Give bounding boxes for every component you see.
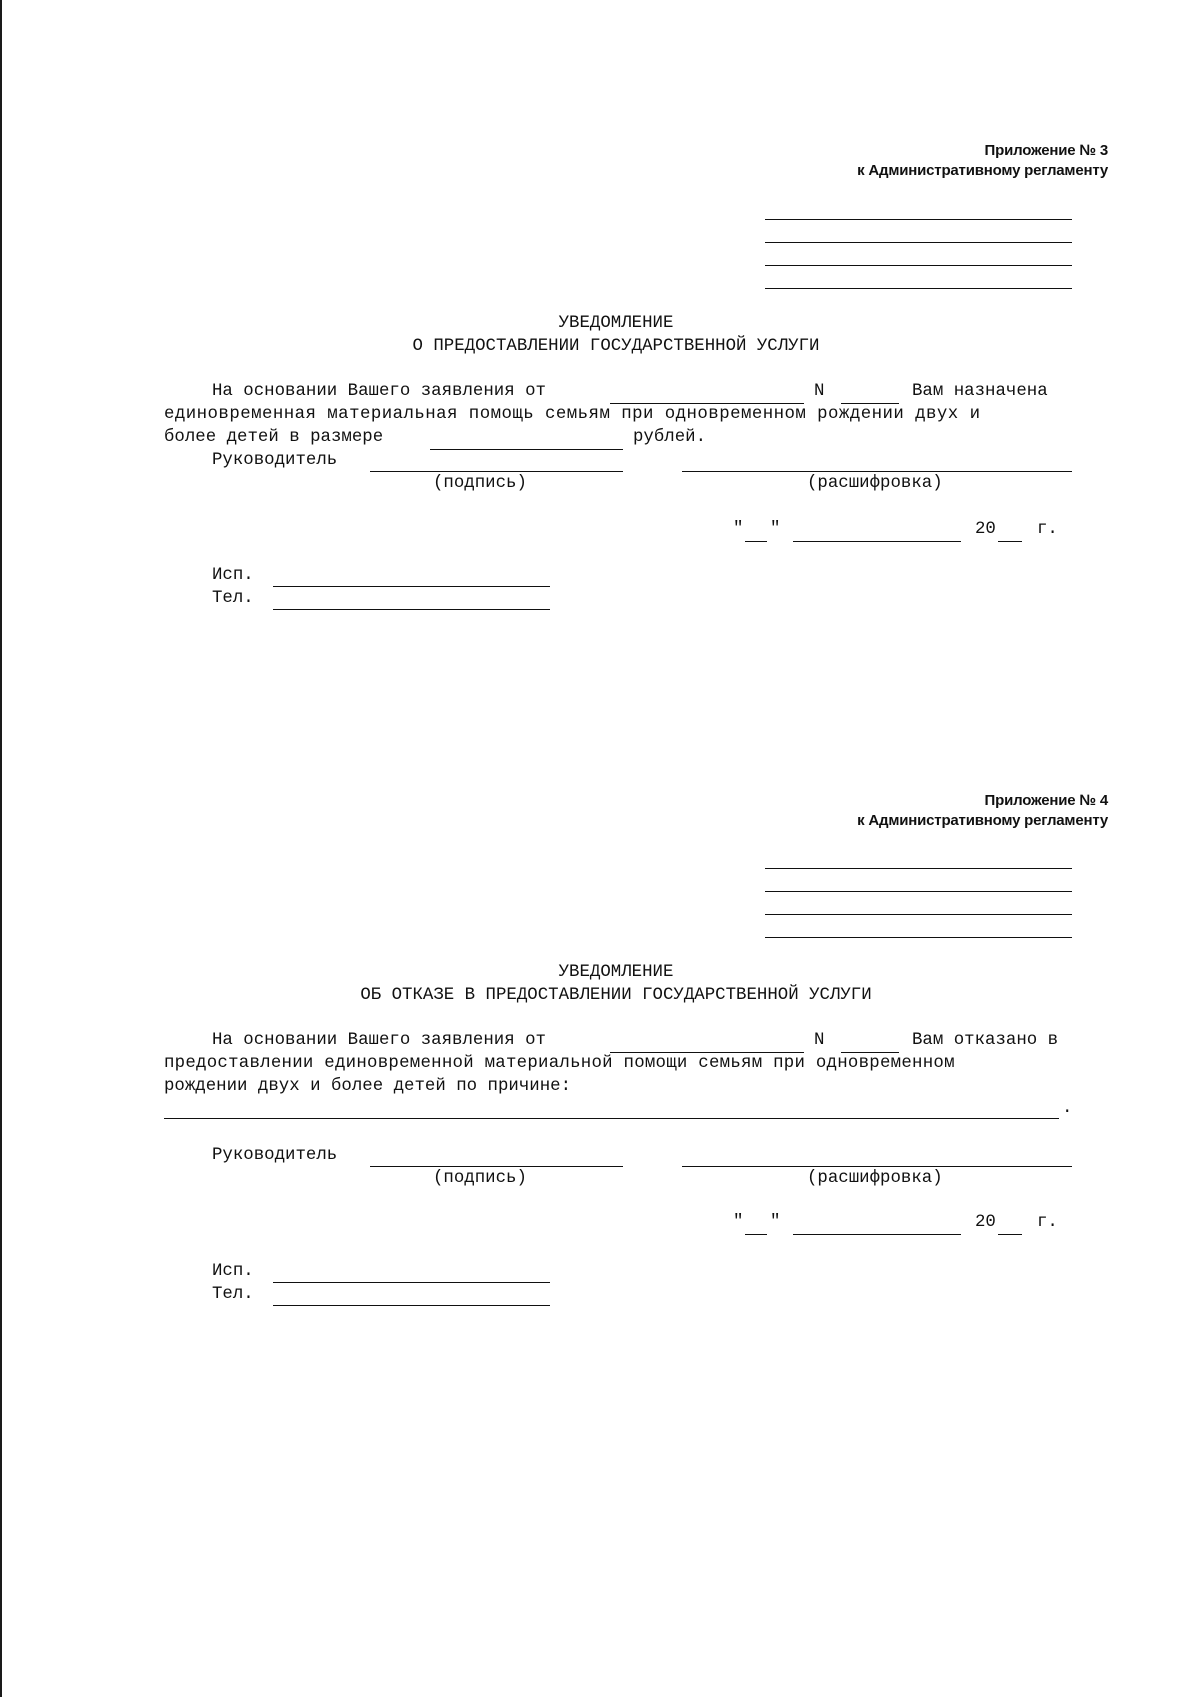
signature-field[interactable] <box>370 1166 623 1167</box>
notice-subheading: ОБ ОТКАЗЕ В ПРЕДОСТАВЛЕНИИ ГОСУДАРСТВЕННОЙ УСЛУГИ <box>360 986 872 1005</box>
signature-field[interactable] <box>370 471 623 472</box>
date-year-suffix: г. <box>1037 520 1058 539</box>
phone-field[interactable] <box>273 609 550 610</box>
notice-heading: УВЕДОМЛЕНИЕ <box>558 314 674 333</box>
decoding-field[interactable] <box>682 471 1072 472</box>
signature-caption: (подпись) <box>433 474 527 493</box>
recipient-line-4[interactable] <box>765 288 1072 289</box>
appendix-subtitle: к Административному регламенту <box>857 812 1108 829</box>
reason-end: . <box>1062 1099 1073 1118</box>
number-label: N <box>814 1031 825 1050</box>
decoding-field[interactable] <box>682 1166 1072 1167</box>
date-quote-open: " <box>733 520 744 539</box>
notice-subheading: О ПРЕДОСТАВЛЕНИИ ГОСУДАРСТВЕННОЙ УСЛУГИ <box>412 337 820 356</box>
application-date-field[interactable] <box>610 403 804 404</box>
executor-label: Исп. <box>212 566 254 585</box>
executor-field[interactable] <box>273 586 550 587</box>
date-month-field[interactable] <box>793 1234 961 1235</box>
head-label: Руководитель <box>212 1146 338 1165</box>
recipient-line-1[interactable] <box>765 219 1072 220</box>
application-number-field[interactable] <box>841 1052 899 1053</box>
body-line-1-end: Вам отказано в <box>912 1031 1059 1050</box>
body-line-3-end: рублей. <box>633 428 707 447</box>
body-line-3-start: более детей в размере <box>164 428 384 447</box>
body-line-1-start: На основании Вашего заявления от <box>212 1031 546 1050</box>
executor-label: Исп. <box>212 1262 254 1281</box>
recipient-line-3[interactable] <box>765 914 1072 915</box>
application-date-field[interactable] <box>610 1052 804 1053</box>
date-year-suffix: г. <box>1037 1213 1058 1232</box>
date-month-field[interactable] <box>793 541 961 542</box>
date-day-field[interactable] <box>745 541 767 542</box>
appendix-title: Приложение № 3 <box>984 142 1108 159</box>
notice-heading: УВЕДОМЛЕНИЕ <box>558 963 674 982</box>
date-quote-close: " <box>770 520 781 539</box>
date-year-prefix: 20 <box>975 520 996 539</box>
appendix-subtitle: к Административному регламенту <box>857 162 1108 179</box>
recipient-line-1[interactable] <box>765 868 1072 869</box>
recipient-line-2[interactable] <box>765 891 1072 892</box>
decoding-caption: (расшифровка) <box>807 1169 943 1188</box>
date-quote-close: " <box>770 1213 781 1232</box>
number-label: N <box>814 382 825 401</box>
body-line-2: предоставлении единовременной материальной помощи семьям при одновременном <box>164 1054 955 1073</box>
body-line-1-end: Вам назначена <box>912 382 1048 401</box>
date-year-field[interactable] <box>998 1234 1022 1235</box>
signature-caption: (подпись) <box>433 1169 527 1188</box>
amount-field[interactable] <box>430 449 623 450</box>
date-year-field[interactable] <box>998 541 1022 542</box>
recipient-line-3[interactable] <box>765 265 1072 266</box>
phone-label: Тел. <box>212 1285 254 1304</box>
body-line-3: рождении двух и более детей по причине: <box>164 1077 572 1096</box>
recipient-line-2[interactable] <box>765 242 1072 243</box>
phone-field[interactable] <box>273 1305 550 1306</box>
body-line-1-start: На основании Вашего заявления от <box>212 382 546 401</box>
application-number-field[interactable] <box>841 403 899 404</box>
appendix-title: Приложение № 4 <box>984 792 1108 809</box>
date-quote-open: " <box>733 1213 744 1232</box>
head-label: Руководитель <box>212 451 338 470</box>
date-year-prefix: 20 <box>975 1213 996 1232</box>
date-day-field[interactable] <box>745 1234 767 1235</box>
page-left-edge <box>0 0 2 1697</box>
body-line-2: единовременная материальная помощь семьям при одновременном рождении двух и <box>164 405 981 424</box>
phone-label: Тел. <box>212 589 254 608</box>
executor-field[interactable] <box>273 1282 550 1283</box>
recipient-line-4[interactable] <box>765 937 1072 938</box>
decoding-caption: (расшифровка) <box>807 474 943 493</box>
reason-field[interactable] <box>164 1118 1059 1119</box>
